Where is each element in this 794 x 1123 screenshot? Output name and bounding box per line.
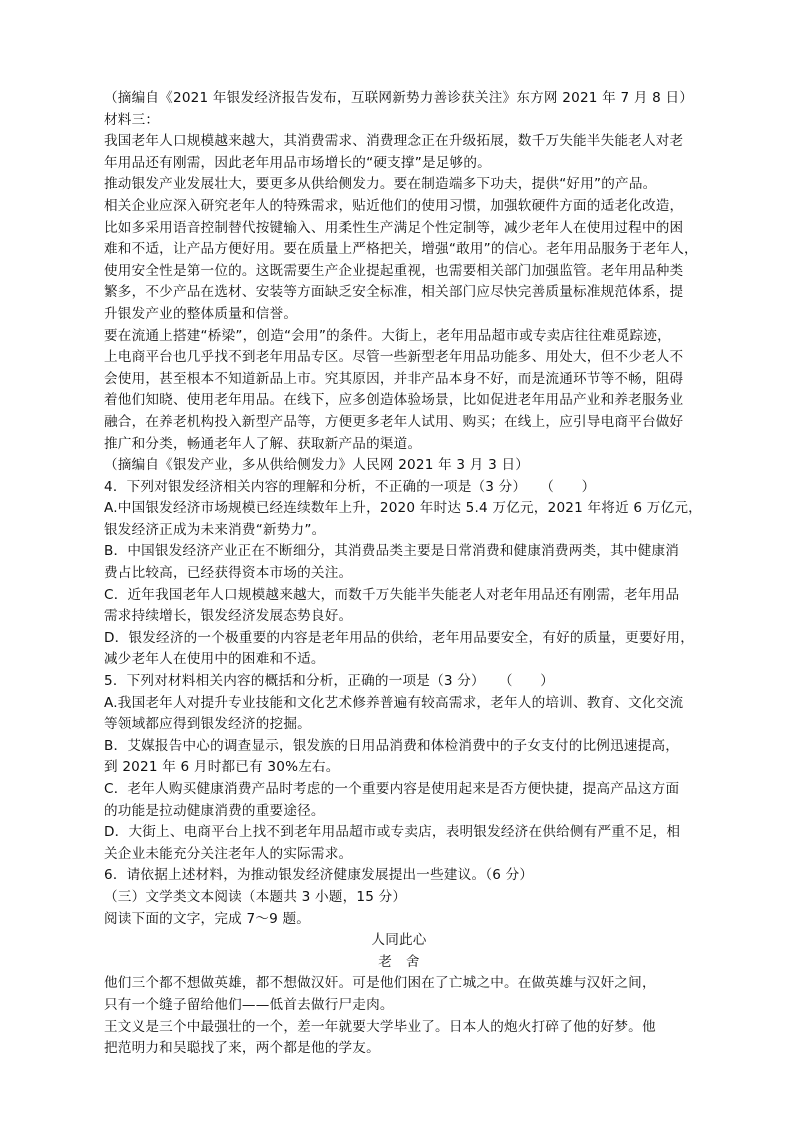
story-title: 人同此心 [371, 932, 427, 949]
paragraph-line: 年用品还有刚需，因此老年用品市场增长的“硬支撑”是足够的。 [104, 154, 491, 171]
paragraph-line: 相关企业应深入研究老年人的特殊需求，贴近他们的使用习惯，加强软硬件方面的适老化改造， [104, 197, 684, 214]
story-author: 老 舍 [378, 953, 420, 970]
reading-instruction: 阅读下面的文字，完成 7～9 题。 [104, 910, 311, 927]
question-4-option-b-cont: 费占比较高，已经获得资本市场的关注。 [104, 565, 353, 582]
question-5-option-c-cont: 的功能是拉动健康消费的重要途径。 [104, 802, 325, 819]
question-4-option-c-cont: 需求持续增长，银发经济发展态势良好。 [104, 608, 353, 625]
paragraph-line: 着他们知晓、使用老年用品。在线下，应多创造体验场景，比如促进老年用品产业和养老服务业 [104, 392, 684, 409]
paragraph-line: 融合，在养老机构投入新型产品等，方便更多老年人试用、购买；在线上，应引导电商平台做好 [104, 413, 684, 430]
question-4-option-a: A.中国银发经济市场规模已经连续数年上升，2020 年时达 5.4 万亿元，2021 年将近 6 万亿元， [104, 500, 702, 517]
story-line: 他们三个都不想做英雄，都不想做汉奸。可是他们困在了亡城之中。在做英雄与汉奸之间， [104, 975, 656, 992]
story-line: 把范明力和吴聪找了来，两个都是他的学友。 [104, 1040, 380, 1057]
question-4-option-b: B．中国银发经济产业正在不断细分，其消费品类主要是日常消费和健康消费两类，其中健康消 [104, 543, 680, 560]
question-5-option-b-cont: 到 2021 年 6 月时都已有 30%左右。 [104, 759, 340, 776]
paragraph-line: 比如多采用语音控制替代按键输入、用柔性生产满足个性定制等，减少老年人在使用过程中的困 [104, 219, 684, 236]
question-5-stem: 5．下列对材料相关内容的概括和分析，正确的一项是（3 分） （ ） [104, 673, 555, 690]
material-three-label: 材料三： [104, 111, 160, 128]
question-4-stem: 4．下列对银发经济相关内容的理解和分析，不正确的一项是（3 分） （ ） [104, 478, 596, 495]
question-5-option-b: B．艾媒报告中心的调查显示，银发族的日用品消费和体检消费中的子女支付的比例迅速提高， [104, 737, 680, 754]
question-5-option-d: D．大街上、电商平台上找不到老年用品超市或专卖店，表明银发经济在供给侧有严重不足，相 [104, 824, 681, 841]
paragraph-line: 上电商平台也几乎找不到老年用品专区。尽管一些新型老年用品功能多、用处大，但不少老人不 [104, 349, 684, 366]
question-4-option-d-cont: 减少老年人在使用中的困难和不适。 [104, 651, 325, 668]
paragraph-line: 使用安全性是第一位的。这既需要生产企业提起重视，也需要相关部门加强监管。老年用品种类 [104, 262, 684, 279]
paragraph-line: 推动银发产业发展壮大，要更多从供给侧发力。要在制造端多下功夫，提供“好用”的产品。 [104, 176, 657, 193]
source-citation-2: （摘编自《银发产业，多从供给侧发力》人民网 2021 年 3 月 3 日） [104, 457, 530, 474]
question-6: 6．请依据上述材料，为推动银发经济健康发展提出一些建议。（6 分） [104, 867, 534, 884]
question-5-option-a-cont: 等领域都应得到银发经济的挖掘。 [104, 716, 311, 733]
question-5-option-d-cont: 关企业未能充分关注老年人的实际需求。 [104, 845, 353, 862]
question-4-option-d: D．银发经济的一个极重要的内容是老年用品的供给，老年用品要安全，有好的质量，更要好用， [104, 629, 695, 646]
question-4-option-a-cont: 银发经济正成为未来消费“新势力”。 [104, 521, 326, 538]
question-4-option-c: C．近年我国老年人口规模越来越大，而数千万失能半失能老人对老年用品还有刚需，老年用品 [104, 586, 680, 603]
story-line: 王文义是三个中最强壮的一个，差一年就要大学毕业了。日本人的炮火打碎了他的好梦。他 [104, 1018, 656, 1035]
paragraph-line: 繁多，不少产品在选材、安装等方面缺乏安全标准，相关部门应尽快完善质量标准规范体系，提 [104, 284, 684, 301]
document-page [104, 88, 702, 1060]
section-heading: （三）文学类文本阅读（本题共 3 小题，15 分） [104, 888, 407, 905]
paragraph-line: 难和不适，让产品方便好用。要在质量上严格把关，增强“敢用”的信心。老年用品服务于老年人， [104, 241, 698, 258]
paragraph-line: 升银发产业的整体质量和信誉。 [104, 305, 298, 322]
question-5-option-c: C．老年人购买健康消费产品时考虑的一个重要内容是使用起来是否方便快捷，提高产品这方面 [104, 781, 680, 797]
question-5-option-a: A.我国老年人对提升专业技能和文化艺术修养普遍有较高需求，老年人的培训、教育、文化交流 [104, 694, 684, 711]
paragraph-line: 要在流通上搭建“桥梁”，创造“会用”的条件。大街上，老年用品超市或专卖店往往难觅踪迹， [104, 327, 671, 344]
paragraph-line: 会使用，甚至根本不知道新品上市。究其原因，并非产品本身不好，而是流通环节等不畅，阻碍 [104, 370, 684, 387]
story-line: 只有一个缝子留给他们——低首去做行尸走肉。 [104, 996, 394, 1013]
paragraph-line: 我国老年人口规模越来越大，其消费需求、消费理念正在升级拓展，数千万失能半失能老人对老 [104, 133, 684, 150]
paragraph-line: 推广和分类，畅通老年人了解、获取新产品的渠道。 [104, 435, 422, 452]
source-citation-1: （摘编自《2021 年银发经济报告发布，互联网新势力善诊获关注》东方网 2021 年 7 月 8 日） [104, 90, 694, 106]
